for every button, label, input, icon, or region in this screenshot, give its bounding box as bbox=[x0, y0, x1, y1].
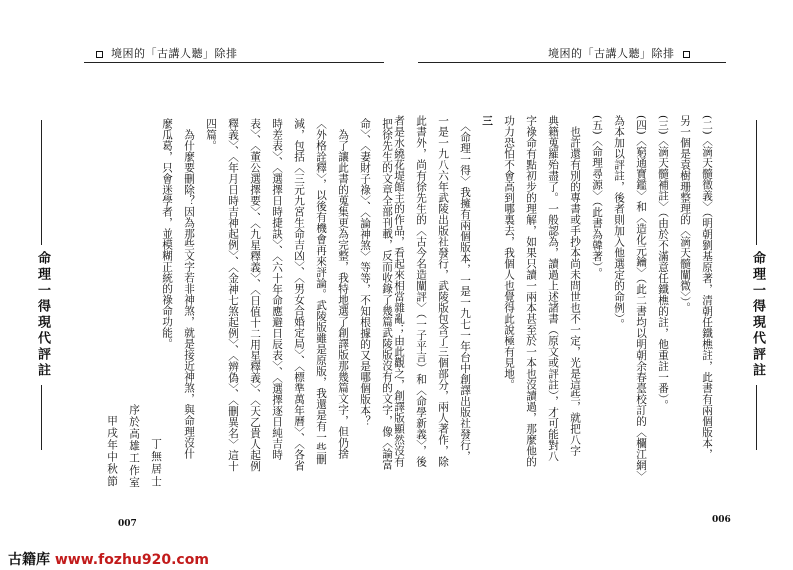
text-column: 表〉、〈董公選擇要〉、〈九星釋義〉、〈日值十二用星釋義〉、〈天乙貴人起例 bbox=[249, 118, 261, 472]
watermark-url: www.fozhu920.com bbox=[54, 552, 209, 568]
text-column: 命〉、〈妻財子祿〉、〈論神煞〉等等，不知根據的又是哪個版本？ bbox=[359, 118, 371, 427]
text-column: 也許還有別的專書或手抄本尚未問世也不一定，光是這些，就把八字 bbox=[569, 115, 581, 456]
text-column: (四)〈窮通寶鑑〉和〈造化元鑰〉（此二書均以明朝余春臺校訂的〈欄江網〉 bbox=[635, 115, 647, 482]
watermark-name: 古籍库 bbox=[8, 552, 50, 568]
right-page-number: 006 bbox=[712, 515, 731, 525]
text-column: 字祿命有點初步的理解，如果只讀一兩本甚至於一本也沒讀過，那麼他的 bbox=[525, 115, 537, 467]
signature-line: 甲戌年中秋節 bbox=[106, 415, 118, 488]
left-running-head bbox=[92, 45, 238, 61]
text-column: 另一個是袁樹珊整理的〈滴天髓闡微〉）。 bbox=[679, 115, 691, 314]
watermark bbox=[8, 549, 209, 569]
left-page-number: 007 bbox=[118, 519, 137, 529]
left-running-head-text: 境困的「古講人聽」除排 bbox=[111, 47, 238, 60]
signature-line: 序於高雄工作室 bbox=[128, 404, 140, 489]
text-column: 減，包括〈三元九宮生命吉凶〉、〈男女合婚定局〉、〈標準萬年曆〉、〈各省 bbox=[293, 118, 305, 472]
text-column: 為本加以評註，後者則加入他選定的命例）。 bbox=[613, 115, 625, 330]
text-column: 為什麼要刪除？因為那些文字若非神煞，就是接近神煞，與命理沒什 bbox=[183, 118, 195, 459]
square-ornament-icon bbox=[96, 51, 103, 58]
text-column: (二)〈滴天髓徵義〉（明朝劉基原著，清朝任鐵樵註，此書有兩個版本， bbox=[701, 115, 713, 460]
text-column: 者是水繞花堤館主的作品，看起來相當雜亂；由此觀之，創譯版顯然沒有 bbox=[393, 115, 405, 467]
left-header-rule bbox=[84, 62, 384, 63]
text-column: 功力恐怕不會高到哪裏去，我個人也覺得此說極有見地。 bbox=[503, 115, 515, 390]
text-column: (五)〈命理尋源〉（此書為韓著）。 bbox=[591, 115, 603, 279]
right-header-rule bbox=[418, 62, 726, 63]
text-column: 典籍蒐羅殆盡了。一般認為，讀過上述諸書（原文或評註），才可能對八 bbox=[547, 115, 559, 462]
text-column: 釋義〉、〈年月日時吉神起例〉、〈金神七煞起例〉、〈辨偽〉、〈刪異名〉這十 bbox=[227, 118, 239, 472]
left-side-title: 命理一得現代評註 bbox=[33, 245, 52, 385]
text-column: 為了讓此書的蒐集更為完整，我特地選了創譯版那幾篇文字，但仍捨 bbox=[337, 118, 349, 459]
text-column: 把徐先生的文章全部刊載，反而收錄了幾篇武陵版沒有的文字，像〈論富 bbox=[381, 118, 393, 470]
text-column: 四篇。 bbox=[205, 118, 217, 151]
text-column: 麼瓜葛，只會迷學者，並模糊正統的祿命功能。 bbox=[161, 118, 173, 349]
text-column: 時差表〉、〈選擇日時捷訣〉、〈六十年命應避日辰表〉、〈選擇逐日純吉時 bbox=[271, 118, 283, 461]
text-column: (三)〈滴天髓補註〉（由於不滿意任鐵樵的註，他重註一番）。 bbox=[657, 115, 669, 411]
square-ornament-icon bbox=[683, 51, 690, 58]
text-column: 此書外，尚有徐先生的〈古今名造闡評〉（一子平言）和〈命學新義〉，後 bbox=[415, 115, 427, 468]
signature-line: 丁無居士 bbox=[150, 438, 162, 489]
right-running-head-text: 境困的「古講人聽」除排 bbox=[548, 47, 675, 60]
right-side-title: 命理一得現代評註 bbox=[748, 245, 767, 385]
section-heading: 三 bbox=[481, 115, 493, 126]
text-column: 〈外格詮釋〉，以後有機會再來評論。武陵版雖是原版，我還是有一些刪 bbox=[315, 118, 327, 465]
text-column: 一是一九八六年武陵出版社發行，武陵版包含了三個部分，兩人著作，除 bbox=[437, 115, 449, 467]
text-column: 〈命理一得〉我擁有兩個版本，一是一九七一年台中創譯出版社發行， bbox=[459, 115, 471, 462]
right-running-head bbox=[548, 45, 694, 61]
